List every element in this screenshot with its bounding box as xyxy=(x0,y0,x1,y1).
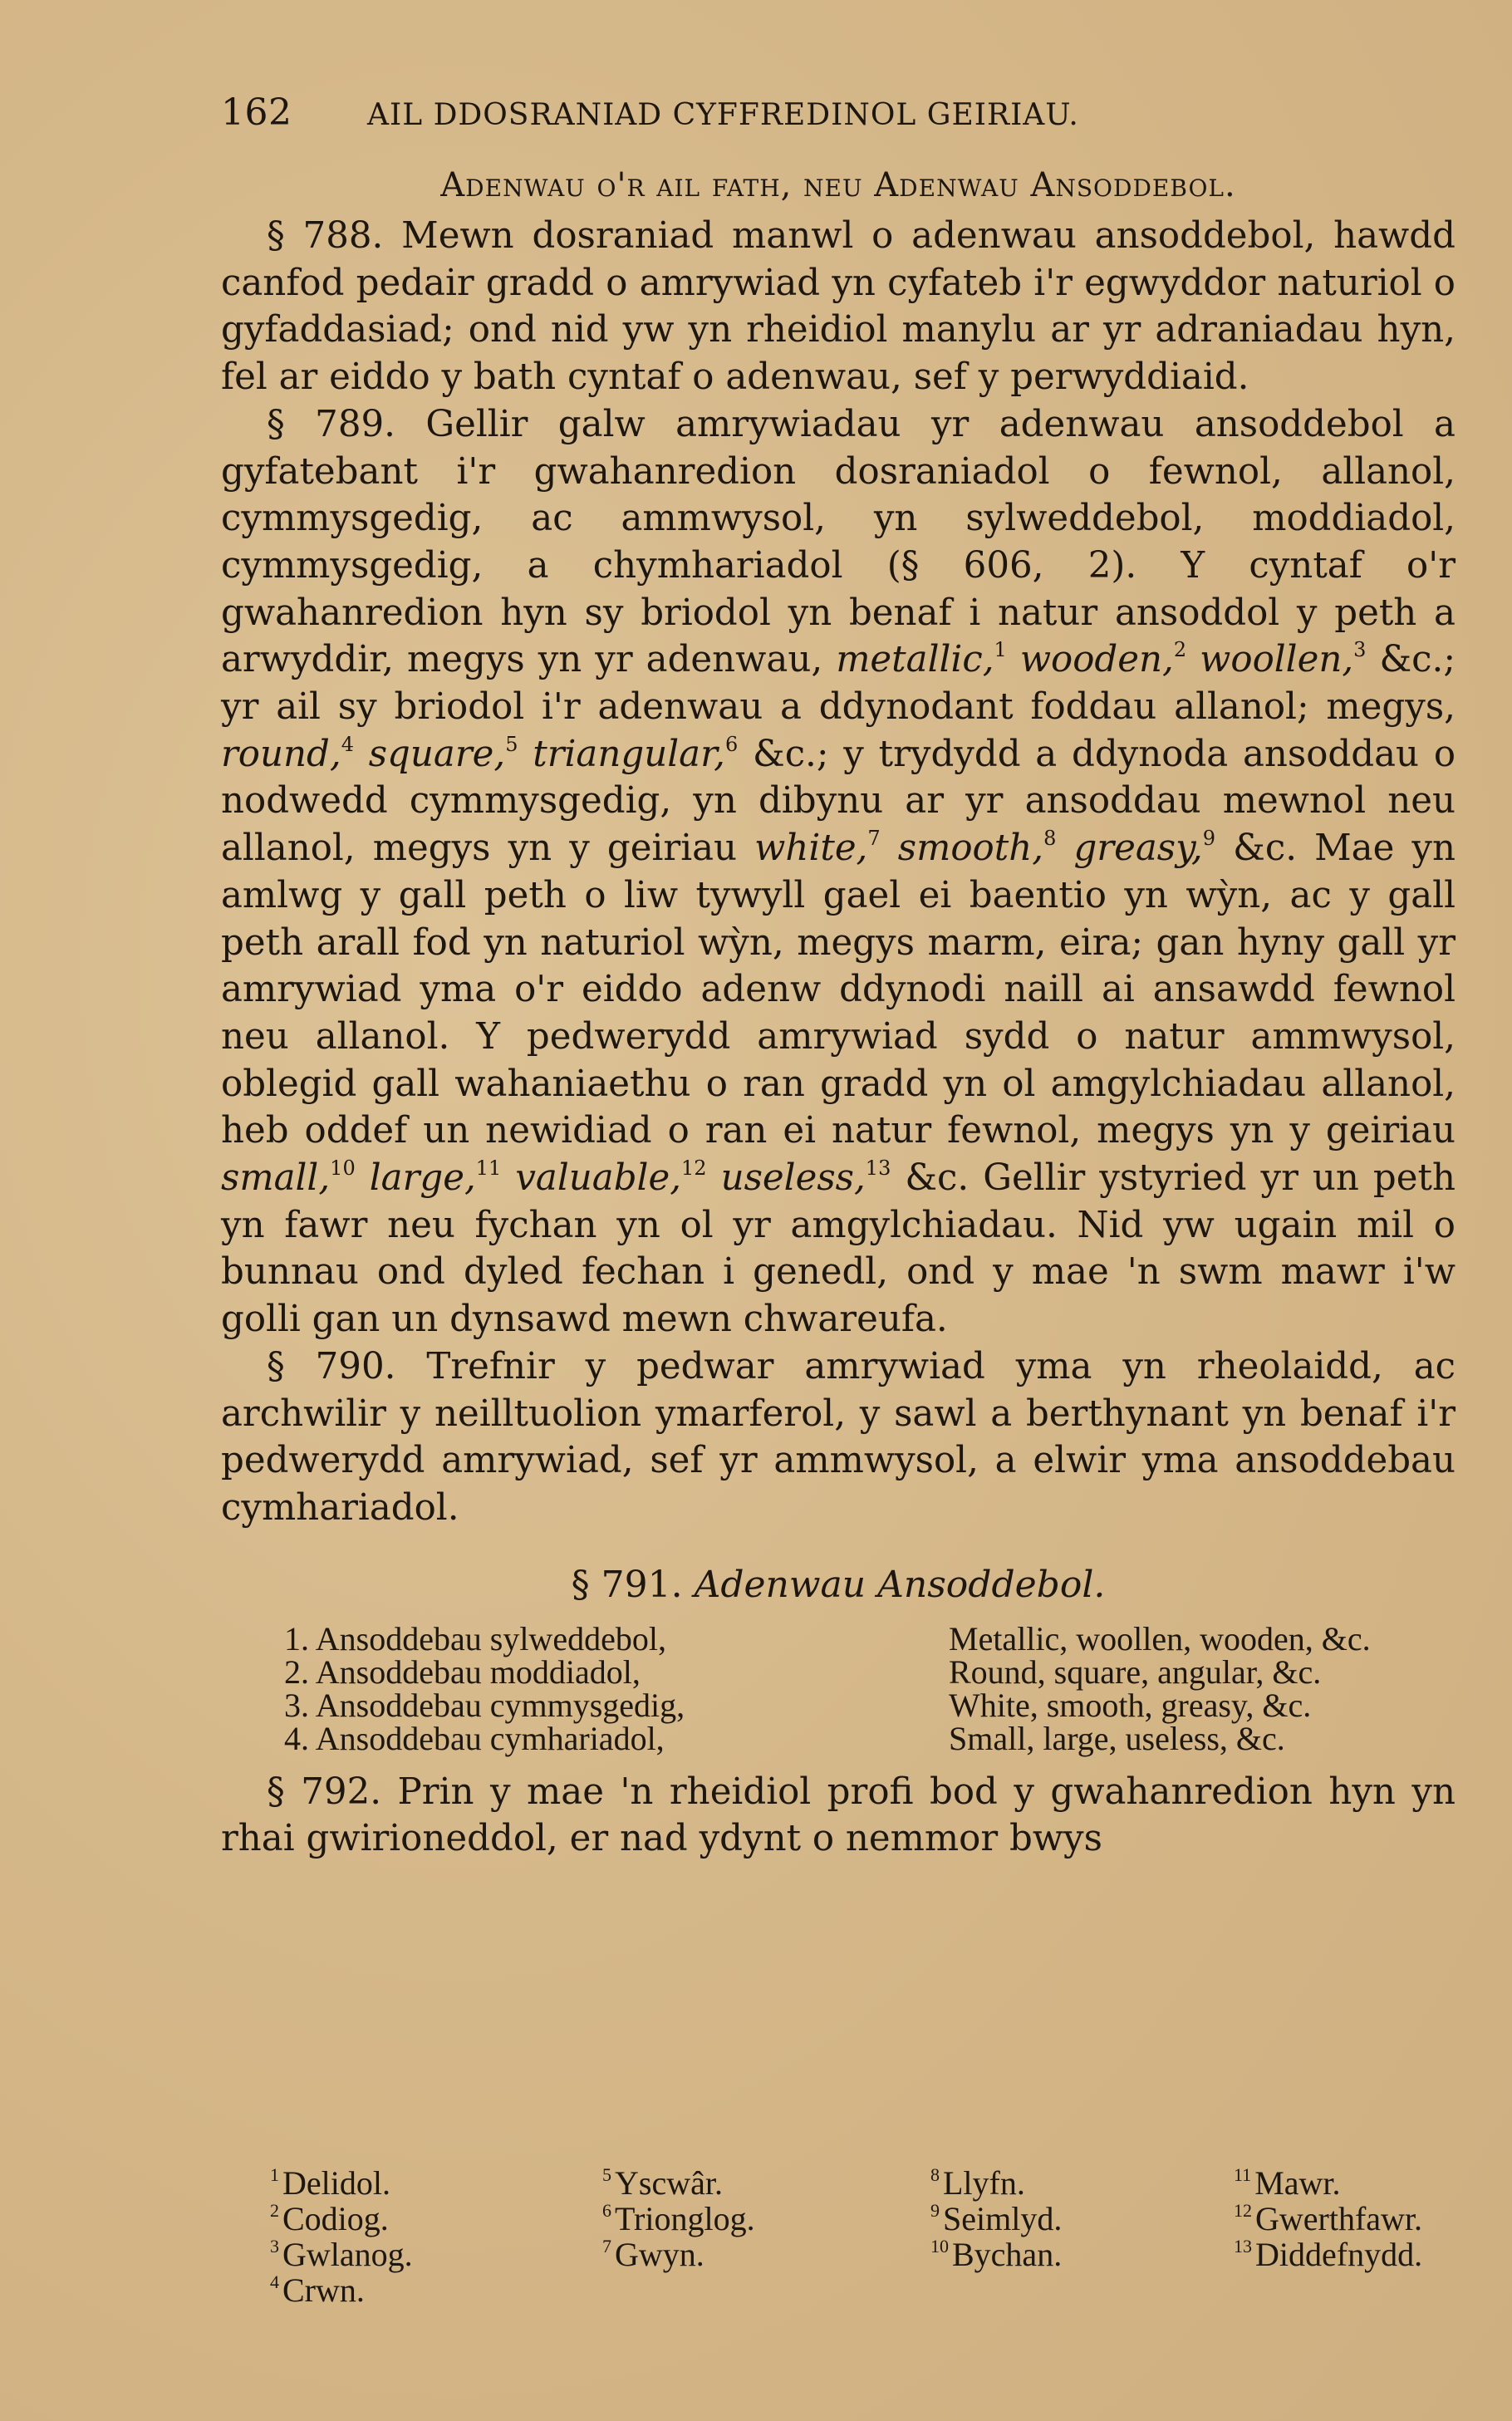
footnote-column xyxy=(930,2165,1234,2308)
table-cell-examples: Round, square, angular, &c. xyxy=(949,1652,1322,1691)
footnote-ref[interactable]: 3 xyxy=(1353,638,1367,662)
footnote-text: Yscwâr. xyxy=(615,2164,723,2202)
footnote-number: 9 xyxy=(930,2200,940,2221)
table-cell-examples: Small, large, useless, &c. xyxy=(949,1719,1285,1757)
example-word: triangular, xyxy=(533,733,725,775)
footnote-number: 10 xyxy=(930,2236,949,2256)
footnote-text: Bychan. xyxy=(952,2236,1063,2273)
example-word: useless, xyxy=(720,1157,866,1200)
example-word: square, xyxy=(368,733,506,775)
footnote-ref[interactable]: 12 xyxy=(681,1156,707,1181)
footnote-text: Codiog. xyxy=(282,2200,389,2237)
footnote-number: 12 xyxy=(1234,2200,1252,2221)
footnote-text: Seimlyd. xyxy=(943,2200,1063,2237)
footnote xyxy=(270,2201,602,2237)
paragraph-789 xyxy=(221,401,1456,1343)
example-word: greasy, xyxy=(1073,827,1203,870)
footnote xyxy=(270,2165,602,2201)
footnote-text: Llyfn. xyxy=(943,2164,1025,2202)
footnote-ref[interactable]: 10 xyxy=(330,1156,356,1181)
table-cell-category: 4. Ansoddebau cymhariadol, xyxy=(284,1719,665,1757)
footnote xyxy=(1234,2201,1422,2237)
paragraph-792: § 792. Prin y mae 'n rheidiol profi bod y gwahanredion hyn yn rhai gwirioneddol, er nad ydynt o nemmor bwys xyxy=(221,1770,1456,1860)
section-number: § 791. xyxy=(571,1563,683,1606)
example-word: valuable, xyxy=(515,1157,682,1200)
example-word: metallic, xyxy=(836,639,994,681)
footnote xyxy=(930,2165,1234,2201)
text-run: &c.; yr ail sy briodol i'r adenwau a ddynodant foddau allanol; megys, xyxy=(221,639,1456,729)
footnote-number: 2 xyxy=(270,2200,279,2221)
paragraph-790: § 790. Trefnir y pedwar amrywiad yma yn rheolaidd, ac archwilir y neilltuolion ymarferol, y sawl a berthynant yn benaf i'r pedwerydd amrywiad, sef yr ammwysol, a elwir yma ansoddebau cymhariadol. xyxy=(221,1345,1456,1529)
footnote-ref[interactable]: 1 xyxy=(994,638,1007,662)
section-heading: Adenwau o'r ail fath, neu Adenwau Ansoddebol. xyxy=(440,166,1236,204)
page-number: 162 xyxy=(221,91,292,134)
footnote-ref[interactable]: 4 xyxy=(341,732,354,756)
footnotes xyxy=(270,2165,1422,2308)
footnote-text: Diddefnydd. xyxy=(1255,2236,1423,2273)
text-run: &c.; y trydydd a ddynoda ansoddau o nodwedd cymmysgedig, yn dibynu ar yr ansoddau mewnol neu allanol, megys yn y geiriau xyxy=(221,733,1456,870)
table-cell-category: 1. Ansoddebau sylweddebol, xyxy=(284,1619,666,1657)
footnote-number: 4 xyxy=(270,2271,279,2292)
text-run: § 789. Gellir galw amrywiadau yr adenwau ansoddebol a gyfatebant i'r gwahanredion dosraniadol o fewnol, allanol, cymmysgedig, ac ammwysol, yn sylweddebol, moddiadol, cymmysgedig, a chymhariadol (§ 606, 2). Y cyntaf o'r gwahanredion hyn sy briodol yn benaf i natur ansoddol y peth a arwyddir, megys yn yr adenwau, xyxy=(221,403,1456,681)
text-run: &c. Gellir ystyried yr un peth yn fawr neu fychan yn ol yr amgylchiadau. Nid yw ugain mil o bunnau ond dyled fechan i genedl, ond y mae 'n swm mawr i'w golli gan un dynsawd mewn chwareufa. xyxy=(221,1157,1456,1341)
example-word: wooden, xyxy=(1019,639,1174,681)
footnote-column xyxy=(1234,2165,1422,2308)
footnote-ref[interactable]: 13 xyxy=(865,1156,891,1181)
footnote-text: Crwn. xyxy=(282,2271,365,2309)
table-cell-examples: Metallic, woollen, wooden, &c. xyxy=(949,1619,1371,1657)
footnote-number: 6 xyxy=(602,2200,611,2221)
footnote-text: Gwyn. xyxy=(615,2236,704,2273)
text-run: &c. Mae yn amlwg y gall peth o liw tywyll gael ei baentio yn wỳn, ac y gall peth arall fod yn naturiol wỳn, megys marm, eira; gan hyny gall yr amrywiad yma o'r eiddo adenw ddynodi naill ai ansawdd fewnol neu allanol. Y pedwerydd amrywiad sydd o natur ammwysol, oblegid gall wahaniaethu o ran gradd yn ol amgylchiadau allanol, heb oddef un newidiad o ran ei natur fewnol, megys yn y geiriau xyxy=(221,827,1456,1152)
footnote-number: 5 xyxy=(602,2164,611,2185)
example-word: white, xyxy=(754,827,868,870)
example-word: large, xyxy=(369,1157,476,1200)
paragraph-788: § 788. Mewn dosraniad manwl o adenwau ansoddebol, hawdd canfod pedair gradd o amrywiad yn cyfateb i'r egwyddor naturiol o gyfaddasiad; ond nid yw yn rheidiol manylu ar yr adraniadau hyn, fel ar eiddo y bath cyntaf o adenwau, sef y perwyddiaid. xyxy=(221,215,1456,399)
example-word: smooth, xyxy=(897,827,1044,870)
table-cell-category: 3. Ansoddebau cymmysgedig, xyxy=(284,1686,685,1724)
footnote-text: Gwerthfawr. xyxy=(1255,2200,1423,2237)
footnote xyxy=(270,2237,602,2272)
footnote-ref[interactable]: 11 xyxy=(475,1156,502,1181)
footnote-number: 8 xyxy=(930,2164,940,2185)
example-word: round, xyxy=(221,733,341,775)
footnote-number: 11 xyxy=(1234,2164,1252,2185)
example-word: small, xyxy=(221,1157,331,1200)
running-title: AIL DDOSRANIAD CYFFREDINOL GEIRIAU. xyxy=(367,98,1079,132)
footnote-number: 13 xyxy=(1234,2236,1252,2256)
footnote-column xyxy=(602,2165,930,2308)
footnote-text: Mawr. xyxy=(1254,2164,1341,2202)
table-title: Adenwau Ansoddebol. xyxy=(694,1563,1106,1606)
footnote-text: Trionglog. xyxy=(615,2200,755,2237)
example-word: woollen, xyxy=(1200,639,1354,681)
table-cell-category: 2. Ansoddebau moddiadol, xyxy=(284,1652,641,1691)
footnote-number: 7 xyxy=(602,2236,611,2256)
footnote xyxy=(270,2272,602,2308)
footnote xyxy=(602,2201,930,2237)
footnote xyxy=(930,2237,1234,2272)
footnote xyxy=(602,2237,930,2272)
footnote xyxy=(1234,2237,1422,2272)
footnote-number: 3 xyxy=(270,2236,279,2256)
footnote-ref[interactable]: 2 xyxy=(1173,638,1187,662)
table-791-heading xyxy=(221,1564,1456,1606)
footnote-ref[interactable]: 5 xyxy=(505,732,518,756)
footnote-ref[interactable]: 8 xyxy=(1043,827,1057,851)
footnote-ref[interactable]: 6 xyxy=(724,732,739,756)
footnote-column xyxy=(270,2165,602,2308)
footnote-number: 1 xyxy=(270,2164,279,2185)
book-page xyxy=(221,91,1456,1863)
footnote-ref[interactable]: 7 xyxy=(867,827,881,851)
footnote xyxy=(930,2201,1234,2237)
footnote xyxy=(602,2165,930,2201)
running-head xyxy=(221,91,1456,141)
footnote-text: Gwlanog. xyxy=(282,2236,413,2273)
table-cell-examples: White, smooth, greasy, &c. xyxy=(949,1686,1312,1724)
footnote xyxy=(1234,2165,1422,2201)
footnote-ref[interactable]: 9 xyxy=(1202,827,1216,851)
classification-table xyxy=(284,1619,1456,1757)
footnote-text: Delidol. xyxy=(282,2164,390,2202)
